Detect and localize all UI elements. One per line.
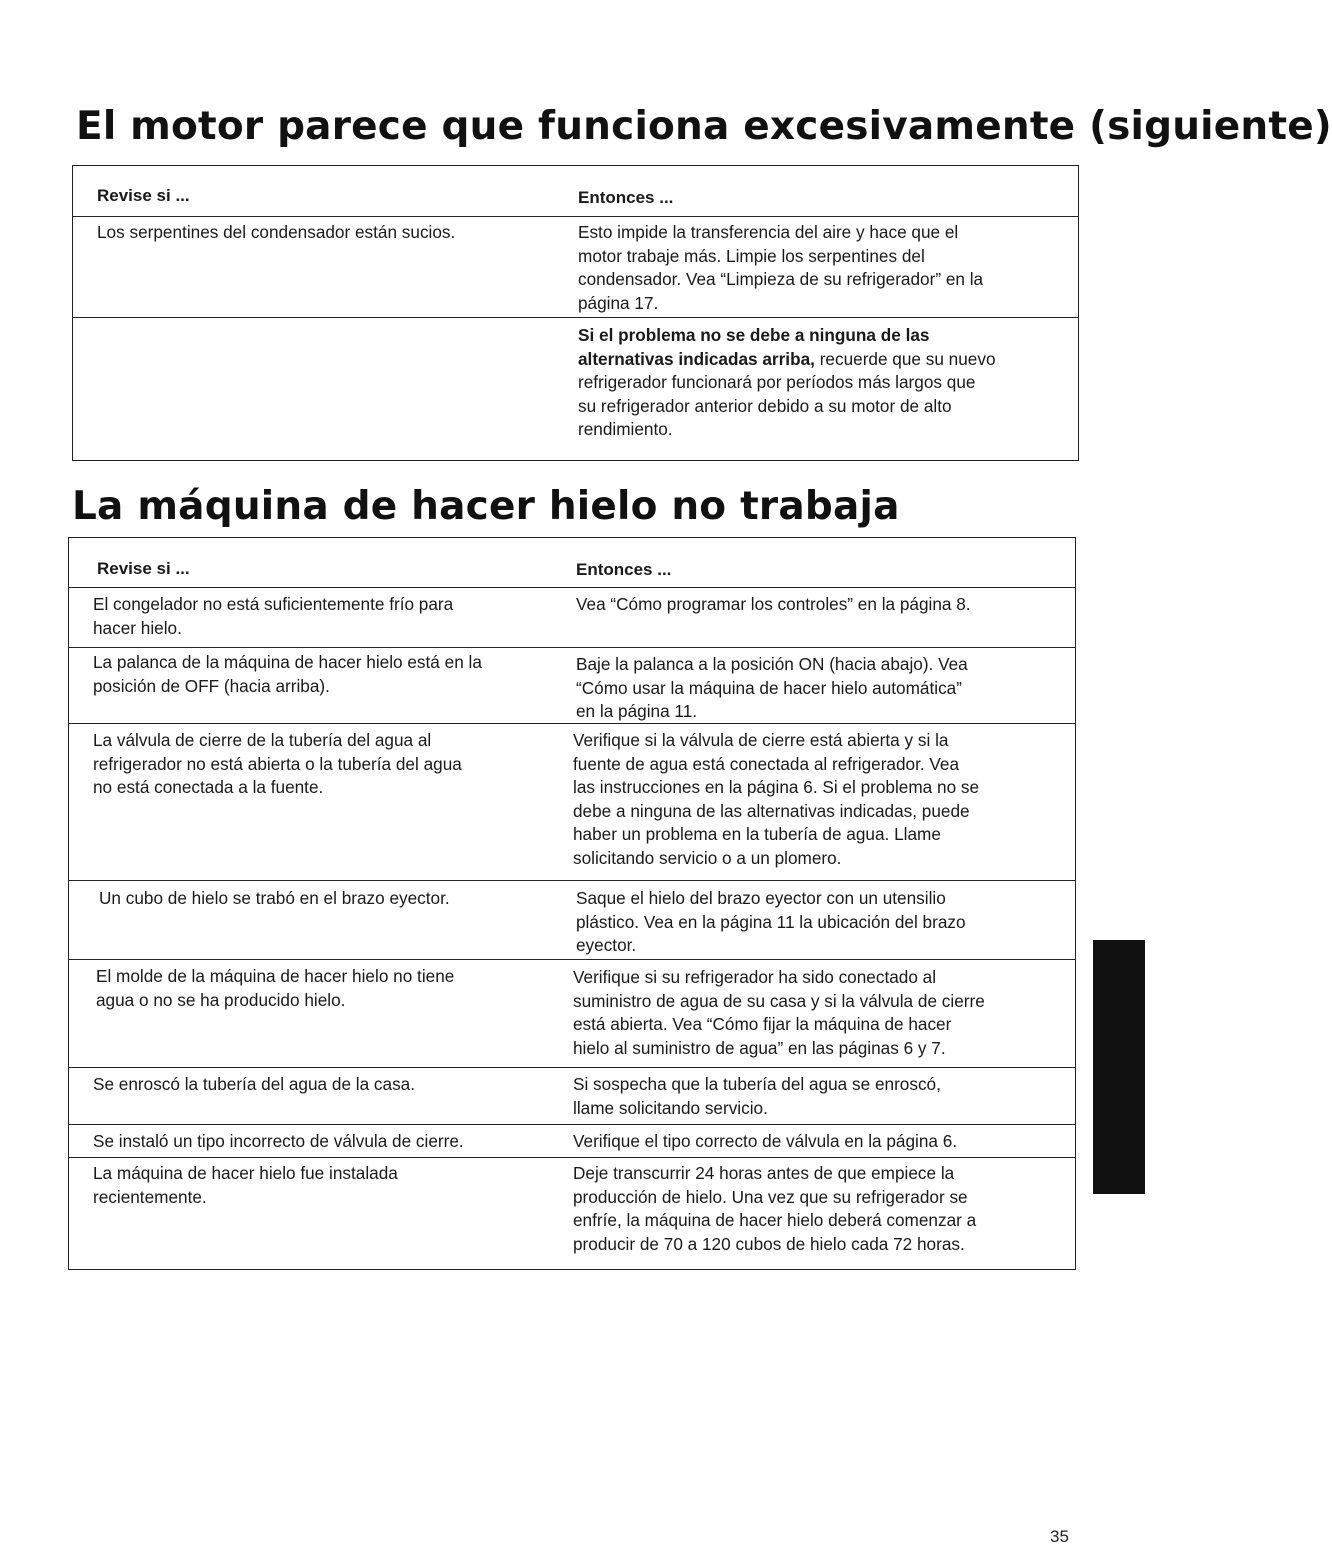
then-cell [578, 324, 996, 442]
then-cell: Verifique el tipo correcto de válvula en la página 6. [573, 1131, 958, 1151]
table-row [73, 216, 1078, 317]
check-cell: El congelador no está suficientemente frío para hacer hielo. [93, 594, 454, 638]
column-header-then: Entonces ... [578, 188, 674, 207]
then-cell-emphasis: Si el problema no se debe a ninguna de las alternativas indicadas arriba, [578, 325, 930, 369]
table-row [69, 1157, 1075, 1268]
column-header-check: Revise si ... [97, 559, 190, 578]
check-cell: Los serpentines del condensador están sucios. [97, 222, 456, 242]
check-cell: El molde de la máquina de hacer hielo no tiene agua o no se ha producido hielo. [96, 966, 455, 1010]
troubleshooting-table [72, 165, 1079, 461]
section-title: El motor parece que funciona excesivamente (siguiente) [76, 104, 1332, 149]
check-cell: Un cubo de hielo se trabó en el brazo eyector. [99, 888, 450, 908]
page-number: 35 [1050, 1527, 1069, 1546]
table-row [69, 959, 1075, 1066]
table-row [69, 880, 1075, 960]
then-cell: Verifique si su refrigerador ha sido conectado al suministro de agua de su casa y si la válvula de cierre está abierta. Vea “Cómo fijar la máquina de hacer hielo al suministro de agua” en las páginas 6 y 7. [573, 967, 985, 1058]
then-cell: Esto impide la transferencia del aire y hace que el motor trabaje más. Limpie los serpentines del condensador. Vea “Limpieza de su refrigerador” en la página 17. [578, 222, 984, 313]
table-row [69, 587, 1075, 646]
table-row [69, 1124, 1075, 1158]
then-cell: Si sospecha que la tubería del agua se enroscó, llame solicitando servicio. [573, 1074, 941, 1118]
column-header-check: Revise si ... [97, 186, 190, 205]
table-header-row [73, 166, 1078, 216]
table-row [69, 723, 1075, 880]
table-row [69, 1067, 1075, 1124]
then-cell-text: recuerde que su nuevo refrigerador funcionará por períodos más largos que su refrigerador anterior debido a su motor de alto rendimiento. [578, 348, 996, 440]
table-header-row [69, 538, 1075, 587]
check-cell: La máquina de hacer hielo fue instalada recientemente. [93, 1163, 398, 1207]
section-thumb-tab [1093, 940, 1145, 1194]
check-cell: La válvula de cierre de la tubería del agua al refrigerador no está abierta o la tubería del agua no está conectada a la fuente. [93, 730, 462, 798]
then-cell: Vea “Cómo programar los controles” en la página 8. [576, 594, 971, 614]
check-cell: La palanca de la máquina de hacer hielo está en la posición de OFF (hacia arriba). [93, 652, 482, 696]
troubleshooting-table [68, 537, 1076, 1270]
then-cell: Verifique si la válvula de cierre está abierta y si la fuente de agua está conectada al refrigerador. Vea las instrucciones en la página 6. Si el problema no se debe a ninguna de las alternativas indicadas, puede haber un problema en la tubería de agua. Llame solicitando servicio o a un plomero. [573, 730, 980, 868]
then-cell: Baje la palanca a la posición ON (hacia abajo). Vea “Cómo usar la máquina de hacer hielo automática” en la página 11. [576, 654, 968, 722]
then-cell: Saque el hielo del brazo eyector con un utensilio plástico. Vea en la página 11 la ubicación del brazo eyector. [576, 888, 966, 956]
check-cell: Se enroscó la tubería del agua de la casa. [93, 1074, 416, 1094]
then-cell: Deje transcurrir 24 horas antes de que empiece la producción de hielo. Una vez que su refrigerador se enfríe, la máquina de hacer hielo deberá comenzar a producir de 70 a 120 cubos de hielo cada 72 horas. [573, 1163, 977, 1254]
section-title: La máquina de hacer hielo no trabaja [72, 484, 900, 529]
column-header-then: Entonces ... [576, 560, 672, 579]
table-row [69, 647, 1075, 726]
check-cell: Se instaló un tipo incorrecto de válvula de cierre. [93, 1131, 464, 1151]
table-row [73, 317, 1078, 458]
